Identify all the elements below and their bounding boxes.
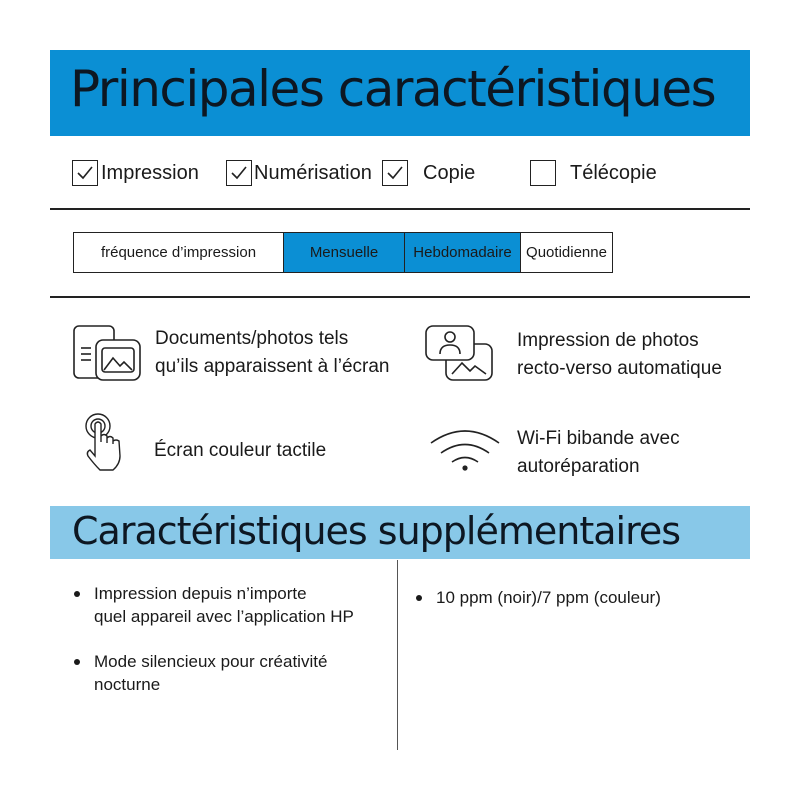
check-icon [382, 160, 408, 186]
function-label: Copie [423, 161, 476, 184]
check-icon [72, 160, 98, 186]
list-item: Mode silencieux pour créativité nocturne [72, 650, 354, 696]
function-label: Télécopie [570, 161, 657, 184]
documents-photos-icon [72, 324, 142, 384]
function-label: Impression [101, 161, 199, 184]
function-fax [530, 158, 657, 188]
main-title-banner [50, 50, 750, 136]
divider [50, 208, 750, 210]
feature-wifi [428, 426, 680, 481]
list-item: 10 ppm (noir)/7 ppm (couleur) [414, 586, 661, 609]
list-item: Impression depuis n’importe quel appareil avec l’application HP [72, 582, 354, 628]
feature-text: Impression de photos recto-verso automatique [517, 330, 722, 379]
main-title: Principales caractéristiques [70, 60, 716, 118]
print-frequency-table [73, 232, 613, 273]
column-divider [397, 560, 398, 750]
extra-features-title: Caractéristiques supplémentaires [72, 509, 681, 553]
empty-checkbox-icon [530, 160, 556, 186]
feature-photo-duplex [424, 324, 722, 384]
check-icon [226, 160, 252, 186]
extra-features-right-list [414, 586, 661, 609]
touchscreen-icon [80, 412, 132, 474]
frequency-monthly: Mensuelle [283, 233, 404, 272]
wifi-icon [428, 426, 502, 472]
frequency-weekly: Hebdomadaire [404, 233, 520, 272]
feature-text: Wi-Fi bibande avec autoréparation [517, 428, 680, 477]
divider [50, 296, 750, 298]
frequency-daily: Quotidienne [520, 233, 612, 272]
extra-features-banner [50, 506, 750, 559]
feature-text: Documents/photos tels qu’ils apparaissent à l’écran [155, 328, 390, 377]
function-label: Numérisation [254, 161, 372, 184]
extra-features-left-list [72, 582, 354, 696]
function-printing [72, 158, 199, 188]
feature-text: Écran couleur tactile [154, 440, 327, 461]
feature-documents-photos [72, 324, 389, 384]
function-scanning [226, 158, 372, 188]
feature-touchscreen [80, 412, 326, 474]
function-list [72, 158, 752, 188]
function-copying [382, 158, 475, 188]
frequency-label: fréquence d’impression [100, 244, 257, 261]
photo-duplex-icon [424, 324, 496, 384]
